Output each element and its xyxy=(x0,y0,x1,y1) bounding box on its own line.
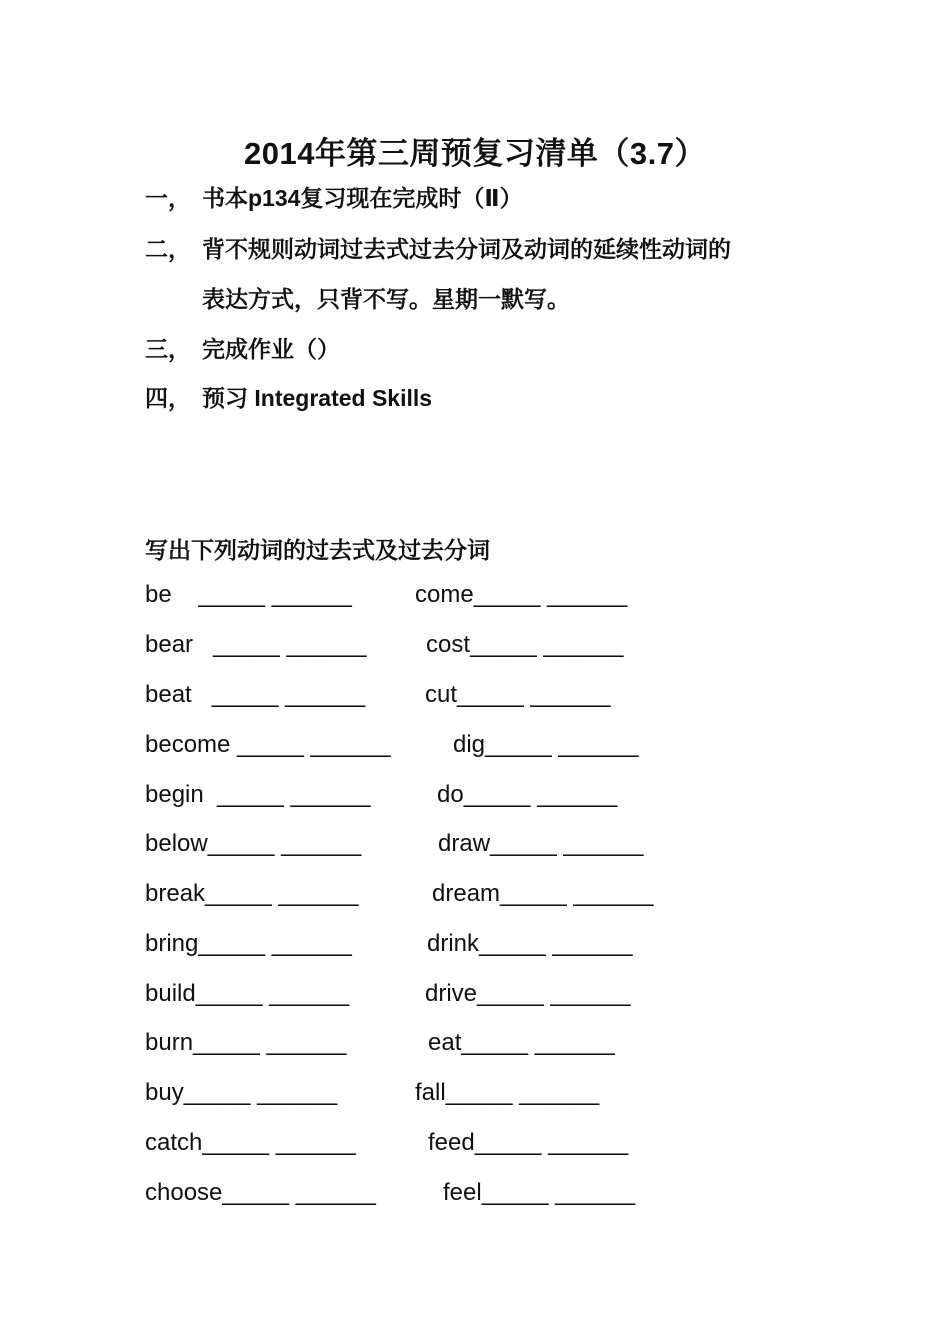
task-number: 三， xyxy=(145,336,191,362)
word-line: draw_____ ______ xyxy=(438,830,644,857)
task-text: 书本p134复习现在完成时（Ⅱ） xyxy=(202,185,523,211)
task-1 xyxy=(145,183,523,213)
word-line: become _____ ______ xyxy=(145,731,391,758)
word-line: do_____ ______ xyxy=(437,781,618,808)
word-line: beat _____ ______ xyxy=(145,681,366,708)
section-title: 写出下列动词的过去式及过去分词 xyxy=(145,537,490,563)
task-number: 四， xyxy=(145,385,191,411)
word-line: catch_____ ______ xyxy=(145,1129,356,1156)
word-line: bear _____ ______ xyxy=(145,631,367,658)
task-text: 预习 Integrated Skills xyxy=(202,385,433,411)
word-line: break_____ ______ xyxy=(145,880,359,907)
task-number: 一， xyxy=(145,185,191,211)
word-line: drink_____ ______ xyxy=(427,930,633,957)
word-line: feed_____ ______ xyxy=(428,1129,629,1156)
word-line: build_____ ______ xyxy=(145,980,350,1007)
word-line: choose_____ ______ xyxy=(145,1179,376,1206)
task-4 xyxy=(145,383,432,413)
task-3 xyxy=(145,334,340,364)
task-text: 完成作业（） xyxy=(202,336,340,362)
word-line: dream_____ ______ xyxy=(432,880,654,907)
word-line: below_____ ______ xyxy=(145,830,362,857)
word-line: drive_____ ______ xyxy=(425,980,631,1007)
word-line: cut_____ ______ xyxy=(425,681,611,708)
word-line: burn_____ ______ xyxy=(145,1029,347,1056)
word-line: bring_____ ______ xyxy=(145,930,352,957)
task-number: 二， xyxy=(145,236,191,262)
task-2 xyxy=(145,234,731,264)
task-2-continued: 表达方式，只背不写。星期一默写。 xyxy=(202,286,570,312)
word-line: begin _____ ______ xyxy=(145,781,371,808)
word-line: buy_____ ______ xyxy=(145,1079,338,1106)
word-line: feel_____ ______ xyxy=(443,1179,636,1206)
word-line: dig_____ ______ xyxy=(453,731,639,758)
page-title: 2014年第三周预复习清单（3.7） xyxy=(243,136,707,171)
word-line: be _____ ______ xyxy=(145,581,352,608)
word-line: fall_____ ______ xyxy=(415,1079,600,1106)
word-line: eat_____ ______ xyxy=(428,1029,615,1056)
word-line: cost_____ ______ xyxy=(426,631,624,658)
word-line: come_____ ______ xyxy=(415,581,628,608)
task-text: 背不规则动词过去式过去分词及动词的延续性动词的 xyxy=(202,236,731,262)
